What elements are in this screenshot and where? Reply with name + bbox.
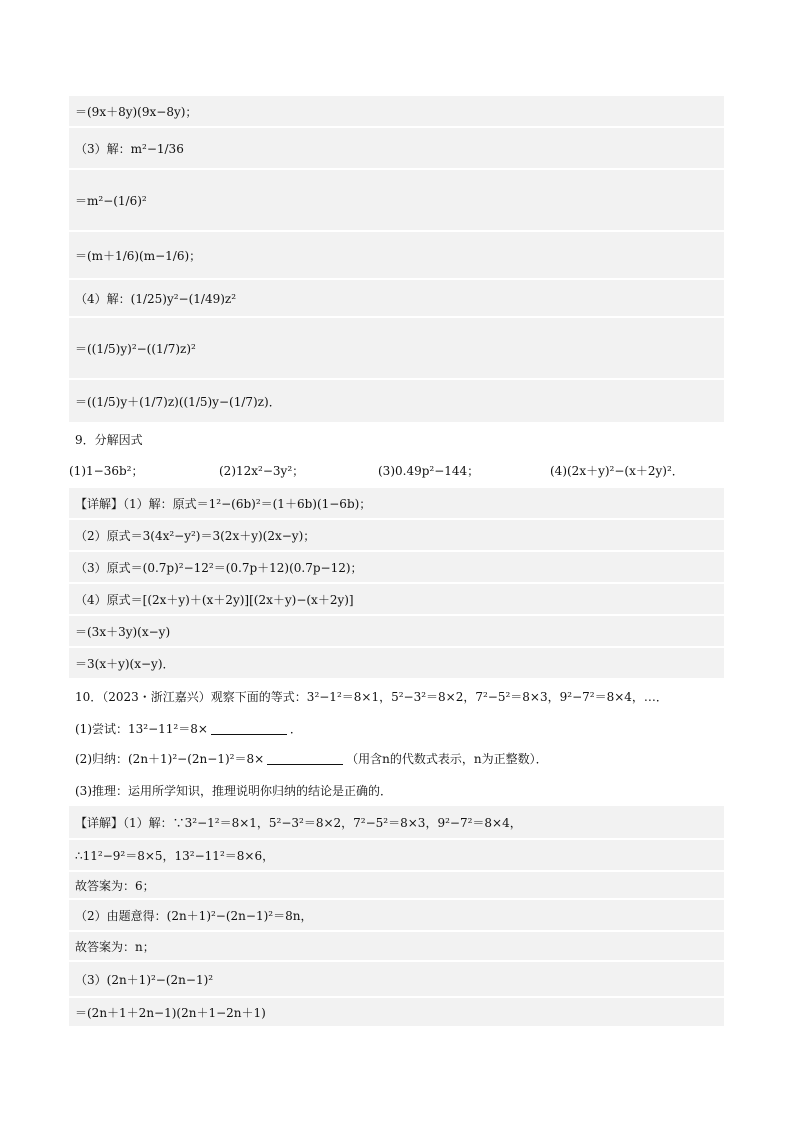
solution-line: （2）原式＝3(4x²−y²)＝3(2x＋y)(2x−y)；: [69, 520, 724, 550]
q10-part-2-end: （用含n的代数式表示，n为正整数）．: [346, 751, 548, 766]
solution-line: 【详解】（1）解：原式＝1²−(6b)²＝(1＋6b)(1−6b)；: [69, 488, 724, 518]
q10-part-1-end: ．: [289, 721, 302, 736]
solution-line: （3）解：m²−1/36: [69, 128, 724, 168]
solution-line: （3）(2n＋1)²−(2n−1)²: [69, 962, 724, 996]
solution-line: ∴11²−9²＝8×5，13²−11²＝8×6，: [69, 840, 724, 870]
solution-line: ＝(3x＋3y)(x−y): [69, 616, 724, 646]
solution-line: （3）原式＝(0.7p)²−12²＝(0.7p＋12)(0.7p−12)；: [69, 552, 724, 582]
q9-part-4: (4)(2x＋y)²−(x＋2y)²．: [550, 464, 684, 478]
solution-line: 故答案为：6；: [69, 872, 724, 898]
solution-line: ＝((1/5)y＋(1/7)z)((1/5)y−(1/7)z)．: [69, 380, 724, 422]
solution-line: ＝3(x＋y)(x−y)．: [69, 648, 724, 678]
solution-line: ＝(m＋1/6)(m−1/6)；: [69, 232, 724, 278]
solution-line: ＝(2n＋1＋2n−1)(2n＋1−2n＋1): [69, 998, 724, 1026]
question-part: (3)推理：运用所学知识，推理说明你归纳的结论是正确的．: [75, 783, 393, 798]
solution-line: （4）解：(1/25)y²−(1/49)z²: [69, 280, 724, 316]
solution-line: ＝m²−(1/6)²: [69, 170, 724, 230]
q9-part-3: (3)0.49p²−144；: [378, 464, 480, 478]
question-heading: 9．分解因式: [75, 432, 143, 447]
q10-part-1: [69, 714, 724, 742]
q10-part-2-text: (2)归纳：(2n＋1)²−(2n−1)²＝8×: [75, 751, 265, 766]
answer-blank: [267, 752, 343, 765]
solution-line: （4）原式＝[(2x＋y)＋(x＋2y)][(2x＋y)−(x＋2y)]: [69, 584, 724, 614]
q9-part-1: (1)1−36b²；: [69, 464, 144, 478]
q10-part-1-text: (1)尝试：13²−11²＝8×: [75, 721, 208, 736]
question-heading: 10．（2023・浙江嘉兴）观察下面的等式：3²−1²＝8×1，5²−3²＝8×2，7²−5²＝8×3，9²−7²＝8×4，…．: [75, 689, 668, 704]
q9-parts-row: [69, 460, 724, 480]
solution-line: ＝(9x＋8y)(9x−8y)；: [69, 96, 724, 126]
solution-line: ＝((1/5)y)²−((1/7)z)²: [69, 318, 724, 378]
answer-blank: [211, 722, 287, 735]
q9-part-2: (2)12x²−3y²；: [219, 464, 305, 478]
q10-part-2: [69, 744, 724, 772]
solution-line: 【详解】（1）解：∵3²−1²＝8×1，5²−3²＝8×2，7²−5²＝8×3，9²−7²＝8×4，: [69, 806, 724, 838]
solution-line: 故答案为：n；: [69, 932, 724, 960]
solution-line: （2）由题意得：(2n＋1)²−(2n−1)²＝8n，: [69, 900, 724, 930]
